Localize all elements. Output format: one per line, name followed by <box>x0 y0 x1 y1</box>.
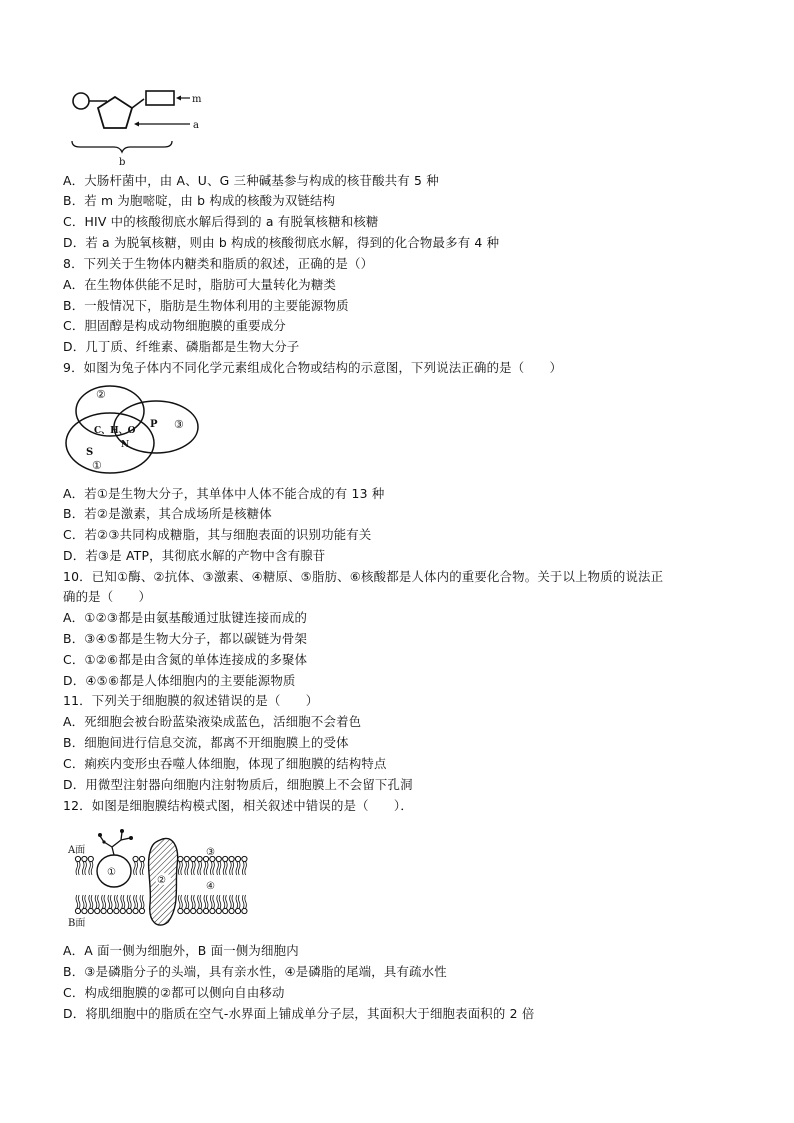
q11-option-b: B．细胞间进行信息交流，都离不开细胞膜上的受体 <box>63 735 349 750</box>
phospholipid-tail <box>78 862 80 875</box>
phospholipid-tail <box>108 895 110 908</box>
label-side-b: B面 <box>68 918 86 929</box>
phospholipid-tail <box>230 862 232 875</box>
q11-stem: 11．下列关于细胞膜的叙述错误的是（ ） <box>63 693 319 708</box>
phospholipid-tail <box>130 895 132 908</box>
venn-center-label: C、H、O <box>94 426 136 436</box>
phospholipid-tail <box>110 895 112 908</box>
phospholipid-tail <box>136 895 138 908</box>
phospholipid-head <box>229 908 234 913</box>
phospholipid-tail <box>142 895 144 908</box>
phospholipid-tail <box>206 862 208 875</box>
venn-label-2: ② <box>96 388 106 401</box>
phospholipid-tail <box>198 895 200 908</box>
phospholipid-head <box>203 908 208 913</box>
phospholipid-tail <box>200 895 202 908</box>
phospholipid-head <box>184 908 189 913</box>
q7-option-b: B．若 m 为胞嘧啶，由 b 构成的核酸为双链结构 <box>63 193 336 208</box>
phospholipid-tail <box>134 862 136 875</box>
phospholipid-tail <box>242 862 244 875</box>
phospholipid-tail <box>217 862 219 875</box>
phospholipid-head <box>178 856 183 861</box>
q11-option-d: D．用微型注射器向细胞内注射物质后，细胞膜上不会留下孔洞 <box>63 777 413 792</box>
q8-option-c: C．胆固醇是构成动物细胞膜的重要成分 <box>63 318 286 333</box>
phospholipid-tail <box>181 895 183 908</box>
q10-option-c: C．①②⑥都是由含氮的单体连接成的多聚体 <box>63 652 308 667</box>
phospholipid-tail <box>213 862 215 875</box>
phospholipid-head <box>133 908 138 913</box>
phospholipid-tail <box>210 862 212 875</box>
q8-stem: 8．下列关于生物体内糖类和脂质的叙述，正确的是（） <box>63 256 374 271</box>
phospholipid-head <box>242 856 247 861</box>
q10-stem-line2: 确的是（ ） <box>63 589 152 604</box>
phospholipid-tail <box>206 895 208 908</box>
phospholipid-tail <box>102 895 104 908</box>
venn-label-s: S <box>86 447 94 458</box>
phospholipid-tail <box>104 895 106 908</box>
phospholipid-tail <box>200 862 202 875</box>
label-c1: ① <box>107 867 116 878</box>
label-c2: ② <box>157 875 166 886</box>
q7-option-c: C．HIV 中的核酸彻底水解后得到的 a 有脱氧核糖和核糖 <box>63 214 379 229</box>
phospholipid-tail <box>245 862 247 875</box>
phospholipid-head <box>197 856 202 861</box>
phospholipid-head <box>229 856 234 861</box>
phospholipid-head <box>75 908 80 913</box>
bracket-b <box>72 141 172 152</box>
phospholipid-head <box>223 908 228 913</box>
phospholipid-tail <box>230 895 232 908</box>
phospholipid-tail <box>191 895 193 908</box>
q10-option-a: A．①②③都是由氨基酸通过肽键连接而成的 <box>63 610 308 625</box>
venn-label-p: P <box>150 419 158 430</box>
phospholipid-tail <box>91 895 93 908</box>
phospholipid-head <box>235 908 240 913</box>
q12-option-a: A．A 面一侧为细胞外，B 面一侧为细胞内 <box>63 943 299 958</box>
venn-circle-1 <box>66 413 154 473</box>
phospholipid-tail <box>82 862 84 875</box>
base-box <box>146 91 174 105</box>
phospholipid-head <box>127 908 132 913</box>
phospholipid-head <box>191 908 196 913</box>
phospholipid-head <box>95 908 100 913</box>
label-c3: ③ <box>206 847 215 858</box>
phospholipid-head <box>82 908 87 913</box>
q8-option-b: B．一般情况下，脂肪是生物体利用的主要能源物质 <box>63 298 349 313</box>
phospholipid-head <box>216 856 221 861</box>
phospholipid-tail <box>78 895 80 908</box>
phospholipid-tail <box>185 862 187 875</box>
phospholipid-tail <box>187 862 189 875</box>
phospholipid-tail <box>178 895 180 908</box>
phospholipid-tail <box>178 862 180 875</box>
phospholipid-tail <box>198 862 200 875</box>
phospholipid-tail <box>127 895 129 908</box>
q7-option-a: A．大肠杆菌中，由 A、U、G 三种碱基参与构成的核苷酸共有 5 种 <box>63 173 439 188</box>
phospholipid-tail <box>226 895 228 908</box>
q8-option-a: A．在生物体供能不足时，脂肪可大量转化为糖类 <box>63 277 337 292</box>
phospholipid-tail <box>236 862 238 875</box>
nucleotide-diagram <box>66 86 216 166</box>
q9-option-d: D．若③是 ATP，其彻底水解的产物中含有腺苷 <box>63 548 326 563</box>
phospholipid-tail <box>236 895 238 908</box>
phospholipid-tail <box>117 895 119 908</box>
phospholipid-head <box>107 908 112 913</box>
phospholipid-tail <box>98 895 100 908</box>
phospholipid-tail <box>123 895 125 908</box>
q12-option-c: C．构成细胞膜的②都可以侧向自由移动 <box>63 985 285 1000</box>
phospholipid-tail <box>191 862 193 875</box>
q10-stem-line1: 10．已知①酶、②抗体、③激素、④糖原、⑤脂肪、⑥核酸都是人体内的重要化合物。关于以上物质的说法正 <box>63 569 664 584</box>
phospholipid-tail <box>89 862 91 875</box>
q12-stem: 12．如图是细胞膜结构模式图，相关叙述中错误的是（ ）． <box>63 798 413 813</box>
label-b: b <box>119 157 126 166</box>
phospholipid-tail <box>85 895 87 908</box>
label-m: m <box>192 94 202 105</box>
q11-option-a: A．死细胞会被台盼蓝染液染成蓝色，活细胞不会着色 <box>63 714 362 729</box>
phospholipid-tail <box>213 895 215 908</box>
phospholipid-tail <box>245 895 247 908</box>
phospholipid-head <box>75 856 80 861</box>
q12-option-b: B．③是磷脂分子的头端，具有亲水性，④是磷脂的尾端，具有疏水性 <box>63 964 447 979</box>
phospholipid-tail <box>89 895 91 908</box>
phospholipid-head <box>235 856 240 861</box>
phospholipid-head <box>82 856 87 861</box>
phospholipid-head <box>242 908 247 913</box>
venn-label-3: ③ <box>174 418 184 431</box>
phospholipid-tail <box>85 862 87 875</box>
phospholipid-head <box>191 856 196 861</box>
cell-membrane-diagram <box>64 826 254 934</box>
phospholipid-tail <box>140 895 142 908</box>
q9-option-c: C．若②③共同构成糖脂，其与细胞表面的识别功能有关 <box>63 527 372 542</box>
phospholipid-tail <box>91 862 93 875</box>
phospholipid-tail <box>187 895 189 908</box>
phospholipid-tail <box>232 862 234 875</box>
phospholipid-tail <box>204 895 206 908</box>
phospholipid-tail <box>238 862 240 875</box>
q10-option-d: D．④⑤⑥都是人体细胞内的主要能源物质 <box>63 673 296 688</box>
phospholipid-head <box>101 908 106 913</box>
phospholipid-head <box>133 856 138 861</box>
phospholipid-head <box>88 908 93 913</box>
phospholipid-head <box>223 856 228 861</box>
q9-stem: 9．如图为兔子体内不同化学元素组成化合物或结构的示意图，下列说法正确的是（ ） <box>63 360 563 375</box>
phospholipid-tail <box>76 895 78 908</box>
phospholipid-head <box>139 856 144 861</box>
phospholipid-tail <box>238 895 240 908</box>
q9-option-b: B．若②是激素，其合成场所是核糖体 <box>63 506 272 521</box>
phospholipid-head <box>114 908 119 913</box>
q11-option-c: C．痢疾内变形虫吞噬人体细胞，体现了细胞膜的结构特点 <box>63 756 387 771</box>
q10-option-b: B．③④⑤都是生物大分子，都以碳链为骨架 <box>63 631 308 646</box>
phospholipid-tail <box>185 895 187 908</box>
q12-option-d: D．将肌细胞中的脂质在空气-水界面上铺成单分子层，其面积大于细胞表面积的 2 倍 <box>63 1006 535 1021</box>
phospholipid-head <box>88 856 93 861</box>
venn-label-n: N <box>121 440 130 450</box>
q7-option-d: D．若 a 为脱氧核糖，则由 b 构成的核酸彻底水解，得到的化合物最多有 4 种 <box>63 235 500 250</box>
phospholipid-tail <box>226 862 228 875</box>
venn-label-1: ① <box>92 459 102 472</box>
phospholipid-tail <box>142 862 144 875</box>
phospholipid-tail <box>95 895 97 908</box>
phospholipid-head <box>120 908 125 913</box>
label-c4: ④ <box>206 881 215 892</box>
phospholipid-tail <box>242 895 244 908</box>
phospholipid-tail <box>194 895 196 908</box>
phospholipid-tail <box>219 862 221 875</box>
phospholipid-head <box>139 908 144 913</box>
phospholipid-head <box>216 908 221 913</box>
label-a: a <box>193 120 199 131</box>
label-side-a: A面 <box>68 845 86 856</box>
phospholipid-tail <box>82 895 84 908</box>
phospholipid-tail <box>136 862 138 875</box>
phospholipid-tail <box>181 862 183 875</box>
phospholipid-head <box>197 908 202 913</box>
phospholipid-tail <box>134 895 136 908</box>
phospholipid-tail <box>121 895 123 908</box>
phospholipid-tail <box>204 862 206 875</box>
phospholipid-tail <box>217 895 219 908</box>
phospholipid-tail <box>194 862 196 875</box>
phospholipid-tail <box>140 862 142 875</box>
phospholipid-tail <box>76 862 78 875</box>
phospholipid-head <box>210 908 215 913</box>
q8-option-d: D．几丁质、纤维素、磷脂都是生物大分子 <box>63 339 300 354</box>
element-venn-diagram <box>64 383 204 475</box>
phospholipid-tail <box>114 895 116 908</box>
phospholipid-head <box>184 856 189 861</box>
phospholipid-tail <box>210 895 212 908</box>
phospholipid-head <box>178 908 183 913</box>
phospholipid-tail <box>232 895 234 908</box>
q9-option-a: A．若①是生物大分子，其单体中人体不能合成的有 13 种 <box>63 486 385 501</box>
phospholipid-tail <box>223 895 225 908</box>
phospholipid-tail <box>219 895 221 908</box>
phospholipid-tail <box>223 862 225 875</box>
phosphate-circle <box>73 93 89 109</box>
